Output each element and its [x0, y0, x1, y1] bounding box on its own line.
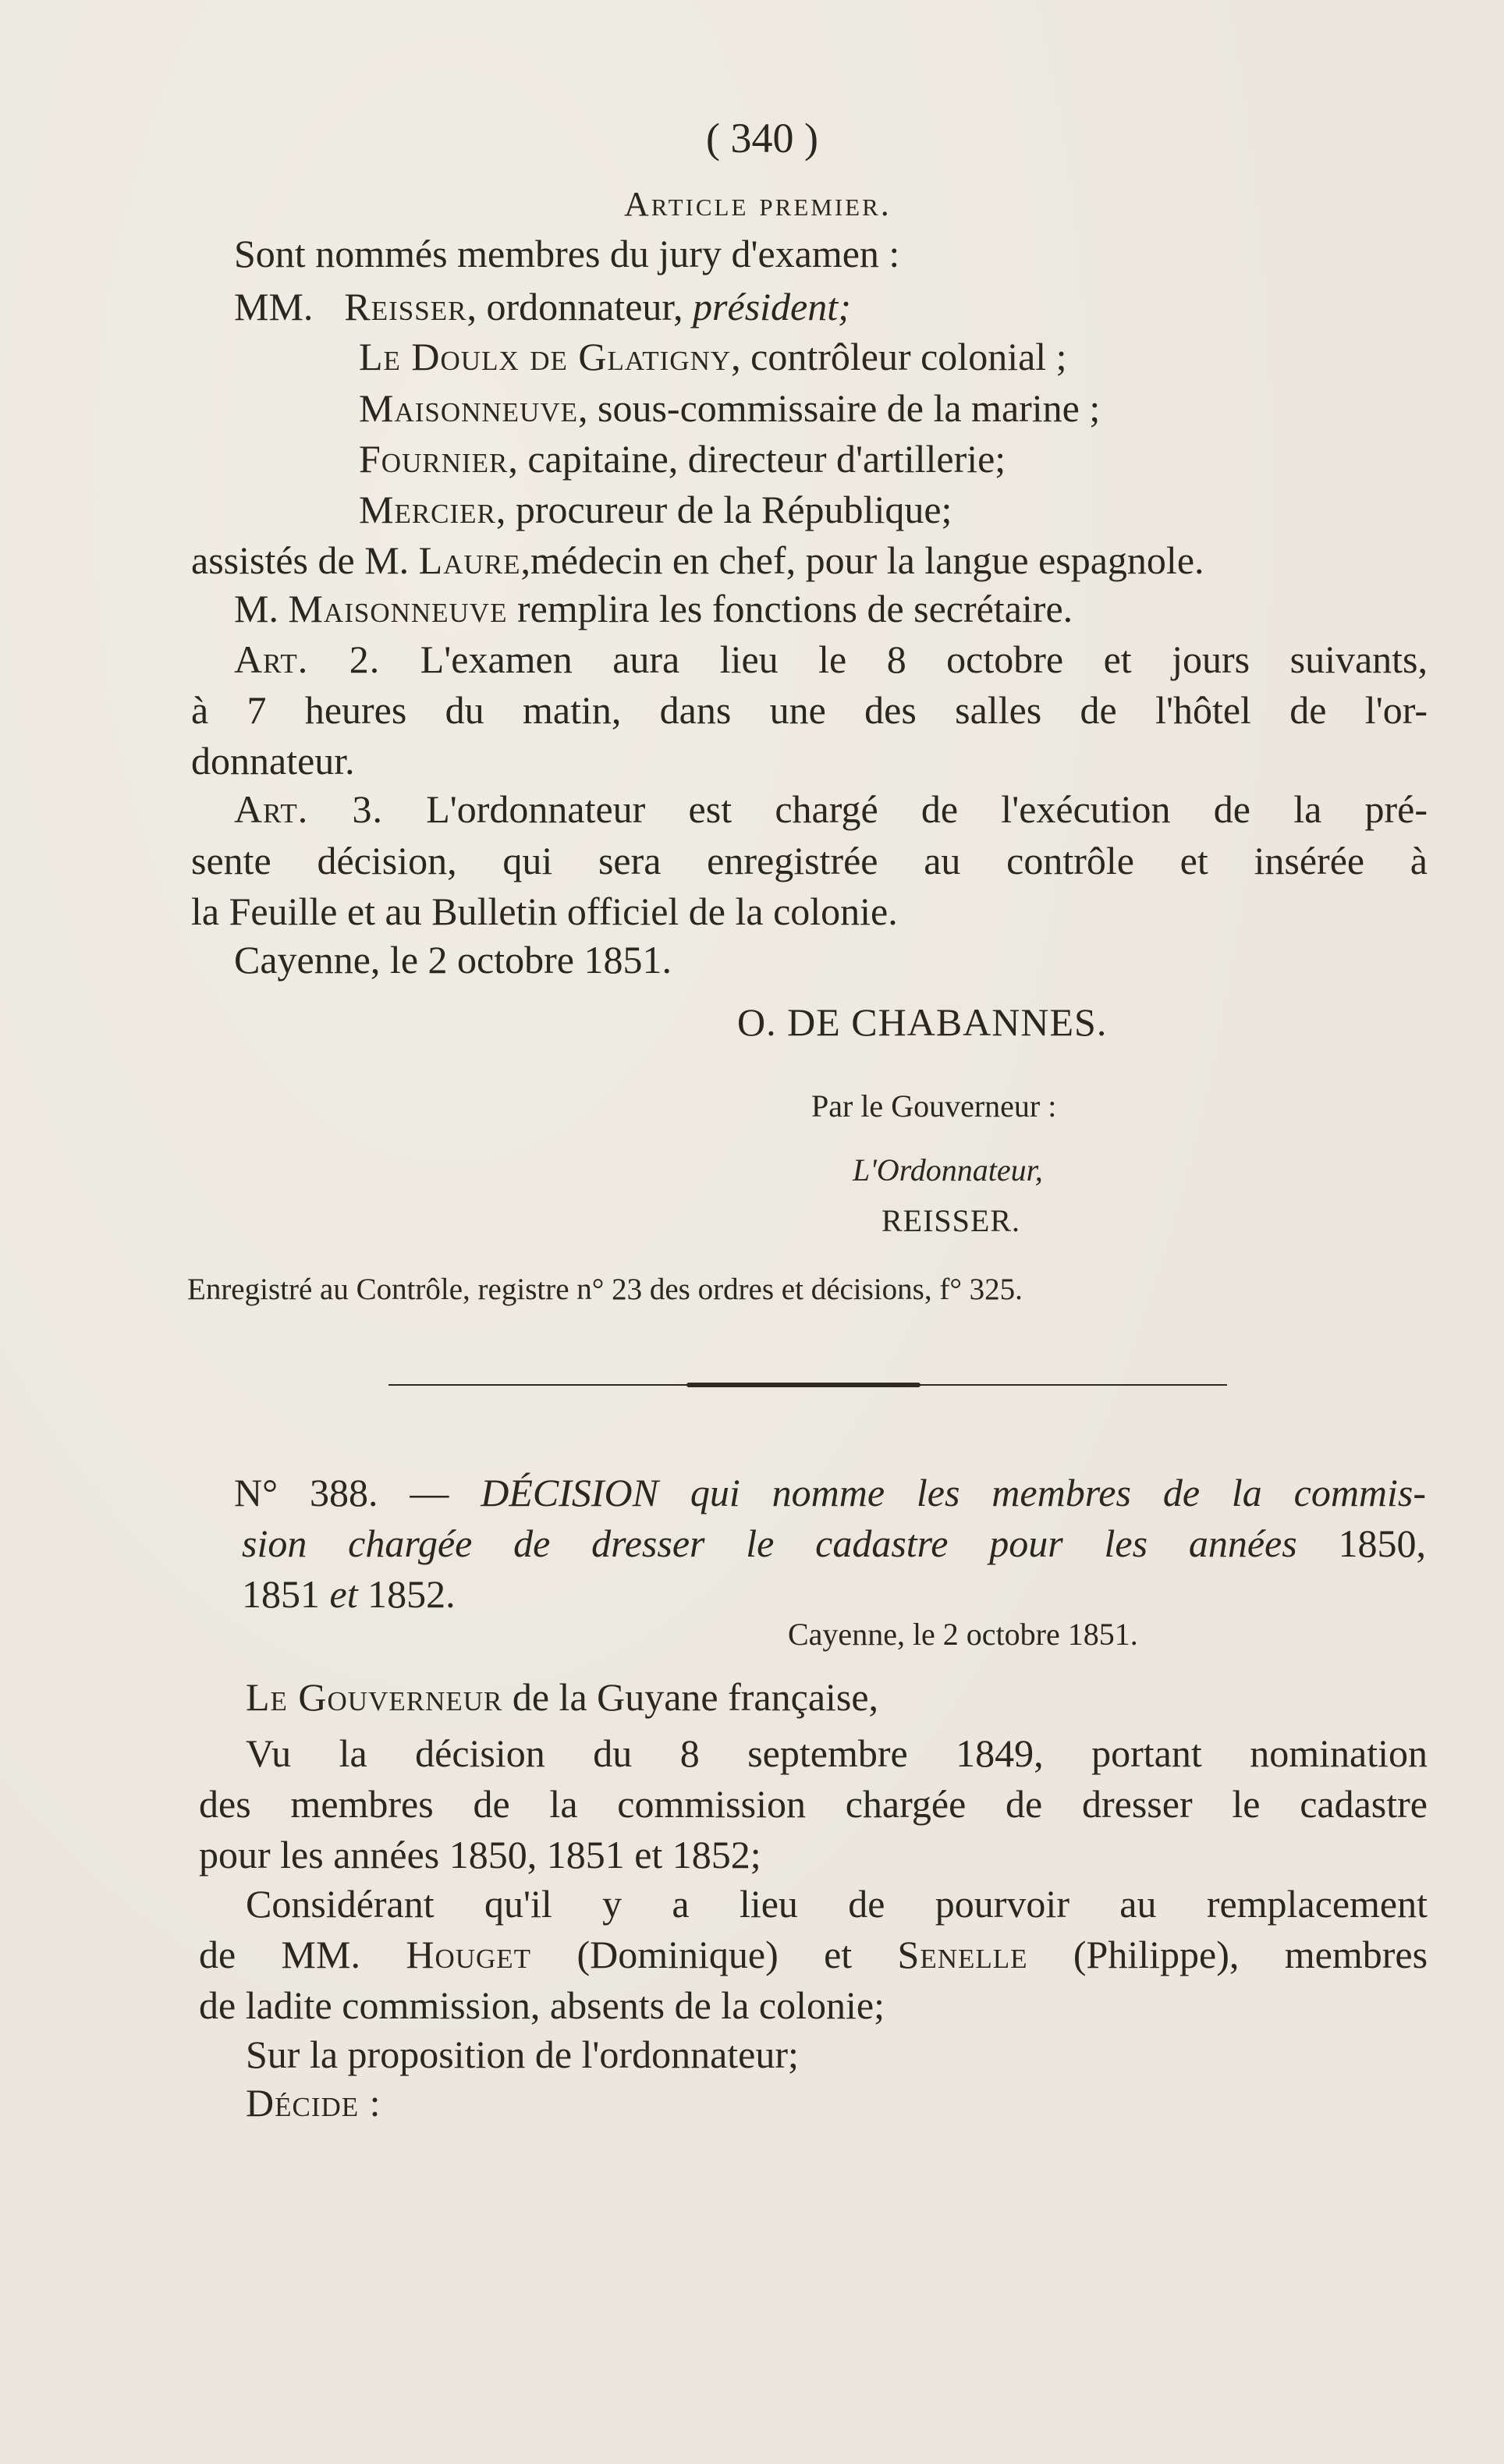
member-role: , procureur de la République;	[495, 488, 952, 531]
member-role: , sous-commissaire de la marine ;	[578, 386, 1101, 430]
section-divider-swell	[686, 1383, 920, 1387]
assisted-name: Laure	[418, 538, 521, 582]
member-name: Le Doulx de Glatigny	[359, 335, 732, 378]
governor-text: de la Guyane française,	[512, 1675, 879, 1719]
secretary-line	[234, 589, 1073, 628]
decision-title-word: DÉCISION	[481, 1471, 658, 1514]
assisted-text: ,médecin en chef, pour la langue espagnole.	[520, 538, 1204, 582]
governor-line	[246, 1675, 879, 1719]
mm-prefix: MM.	[234, 285, 314, 328]
ordonnateur-title: L'Ordonnateur,	[853, 1152, 1043, 1188]
member-line-glatigny	[359, 337, 1067, 376]
decision-et: et	[329, 1572, 358, 1616]
decision-dateline: Cayenne, le 2 octobre 1851.	[788, 1617, 1138, 1652]
art2-label: Art. 2.	[234, 637, 381, 681]
member-role: , capitaine, directeur d'artillerie;	[508, 437, 1006, 481]
decision-title-line2	[242, 1521, 1426, 1565]
decision-title-text: qui nomme les membres de la commis-	[690, 1471, 1427, 1514]
art2-line3: donnateur.	[191, 739, 355, 783]
decide-line: Décide :	[246, 2081, 381, 2125]
considerant-line2	[199, 1935, 1428, 1974]
art3-line2: sente décision, qui sera enregistrée au contrôle et insérée à	[191, 839, 1428, 882]
considerant-text: (Philippe), membres	[1073, 1933, 1428, 1976]
decision-year: 1852.	[367, 1572, 456, 1616]
considerant-line1: Considérant qu'il y a lieu de pourvoir au remplacement	[246, 1882, 1428, 1926]
secretary-prefix: M.	[234, 587, 278, 630]
vu-line1: Vu la décision du 8 septembre 1849, portant nomination	[246, 1731, 1428, 1775]
member-role-president: président;	[693, 285, 851, 328]
member-role: , ordonnateur,	[466, 285, 693, 328]
considerant-line3: de ladite commission, absents de la colonie;	[199, 1983, 885, 2027]
member-line-fournier	[359, 437, 1006, 481]
member-role: , contrôleur colonial ;	[731, 335, 1067, 378]
considerant-name: Senelle	[897, 1933, 1028, 1976]
decision-title-line1	[234, 1473, 1426, 1512]
jury-intro: Sont nommés membres du jury d'examen :	[234, 232, 900, 275]
date-place: Cayenne, le 2 octobre 1851.	[234, 938, 672, 982]
vu-line3: pour les années 1850, 1851 et 1852;	[199, 1833, 761, 1876]
art2-text: L'examen aura lieu le 8 octobre et jours suivants,	[420, 637, 1428, 681]
member-line-mercier	[359, 490, 952, 529]
assisted-prefix: assistés de M.	[191, 538, 410, 582]
ordonnateur-name: REISSER.	[881, 1203, 1021, 1238]
decision-title-line3	[242, 1572, 456, 1616]
article-heading: Article premier.	[624, 185, 892, 223]
decision-year: 1851	[242, 1572, 320, 1616]
art3-line3: la Feuille et au Bulletin officiel de la colonie.	[191, 889, 898, 933]
art3-text: L'ordonnateur est chargé de l'exécution de la pré-	[426, 787, 1428, 831]
considerant-name: Houget	[406, 1933, 532, 1976]
secretary-text: remplira les fonctions de secrétaire.	[516, 587, 1073, 630]
decision-title-text: sion chargée de dresser le cadastre pour les années	[242, 1521, 1297, 1565]
par-le-gouverneur: Par le Gouverneur :	[811, 1088, 1057, 1124]
page-number: ( 340 )	[706, 115, 818, 162]
art3-line1	[234, 787, 1428, 831]
registration-note: Enregistré au Contrôle, registre n° 23 des ordres et décisions, f° 325.	[187, 1273, 1023, 1306]
member-name: Mercier	[359, 488, 496, 531]
decision-number: N° 388. —	[234, 1471, 449, 1514]
secretary-name: Maisonneuve	[288, 587, 508, 630]
governor-title: Le Gouverneur	[246, 1675, 503, 1719]
art2-line2: à 7 heures du matin, dans une des salles de l'hôtel de l'or-	[191, 688, 1428, 732]
member-line-reisser	[234, 287, 851, 326]
member-name: Maisonneuve	[359, 386, 578, 430]
sur-proposition-line: Sur la proposition de l'ordonnateur;	[246, 2033, 799, 2076]
member-line-maisonneuve	[359, 386, 1101, 430]
art3-label: Art. 3.	[234, 787, 383, 831]
decision-year: 1850,	[1338, 1521, 1426, 1565]
vu-line2: des membres de la commission chargée de dresser le cadastre	[199, 1782, 1428, 1826]
assisted-line	[191, 538, 1204, 582]
member-name: Fournier	[359, 437, 509, 481]
signatory-name: O. DE CHABANNES.	[737, 1000, 1108, 1044]
art2-line1	[234, 637, 1428, 681]
considerant-text: (Dominique) et	[576, 1933, 853, 1976]
member-name: Reisser	[344, 285, 467, 328]
considerant-prefix: de MM.	[199, 1933, 360, 1976]
